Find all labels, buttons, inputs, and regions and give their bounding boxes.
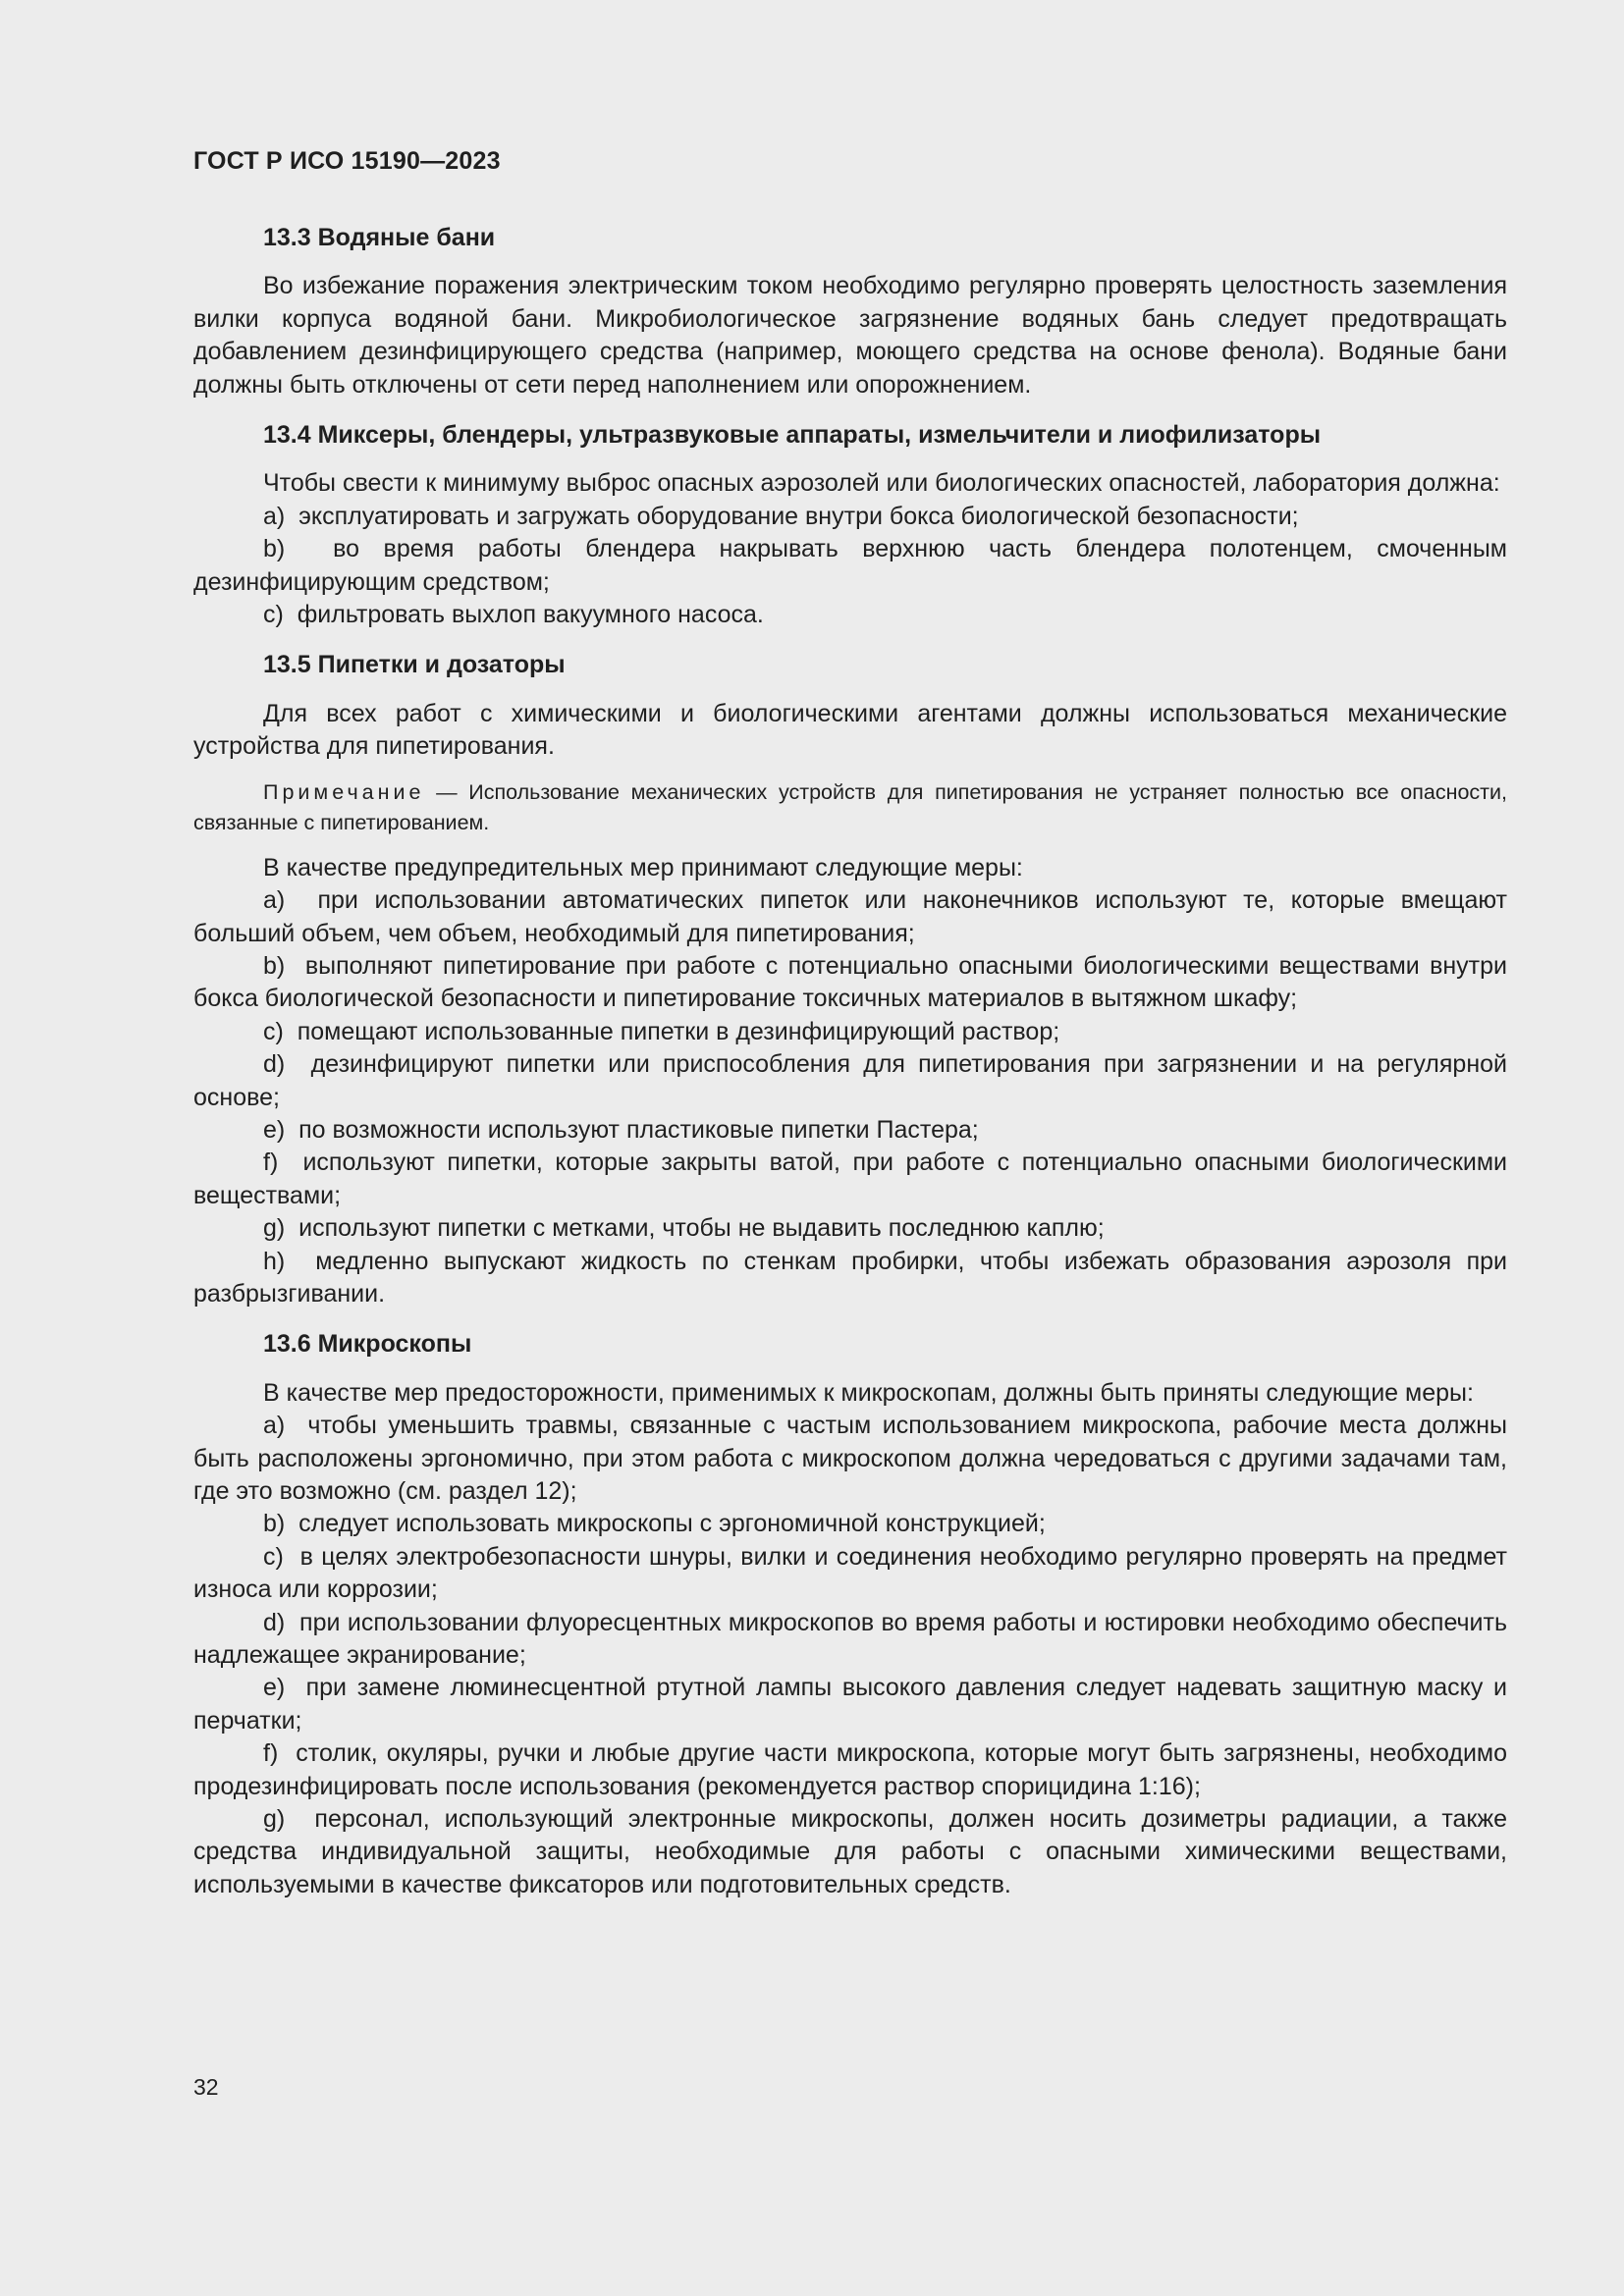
section-13-6-title: 13.6 Микроскопы [263, 1330, 472, 1359]
section-13-3-title: 13.3 Водяные бани [263, 224, 496, 251]
paragraph: В качестве предупредительных мер принимают следующие меры: [263, 853, 1023, 881]
paragraph: В качестве мер предосторожности, применимых к микроскопам, должны быть приняты следующие меры: [263, 1378, 1474, 1407]
document-body [193, 222, 1507, 1919]
note-text: — Использование механических устройств для пипетирования не устраняет полностью все опасности, связанные с пипетированием. [193, 779, 1507, 834]
list-item: d) при использовании флуоресцентных микроскопов во время работы и юстировки необходимо обеспечить надлежащее экранирование; [193, 1608, 1507, 1670]
document-header: ГОСТ Р ИСО 15190—2023 [193, 147, 501, 175]
list-item: g) персонал, использующий электронные микроскопы, должен носить дозиметры радиации, а также средства индивидуальной защиты, необходимые для работы с опасными химическими веществами, используемыми в качестве фиксаторов или подготовительных средств. [193, 1805, 1507, 1898]
list-item: a) чтобы уменьшить травмы, связанные с частым использованием микроскопа, рабочие места должны быть расположены эргономично, при этом работа с микроскопом должна чередоваться с другими задачами там, где это возможно (см. раздел 12); [193, 1412, 1507, 1505]
list-item: a) эксплуатировать и загружать оборудование внутри бокса биологической безопасности; [263, 502, 1299, 530]
paragraph: Чтобы свести к минимуму выброс опасных аэрозолей или биологических опасностей, лаборатория должна: [263, 469, 1500, 498]
section-13-4-title: 13.4 Миксеры, блендеры, ультразвуковые аппараты, измельчители и лиофилизаторы [263, 421, 1322, 450]
list-item: e) по возможности используют пластиковые пипетки Пастера; [263, 1115, 979, 1144]
list-item: b) выполняют пипетирование при работе с потенциально опасными биологическими веществами внутри бокса биологической безопасности и пипетирование токсичных материалов в вытяжном шкафу; [193, 951, 1507, 1013]
list-item: e) при замене люминесцентной ртутной лампы высокого давления следует надевать защитную маску и перчатки; [193, 1674, 1507, 1735]
list-item: b) следует использовать микроскопы с эргономичной конструкцией; [263, 1510, 1046, 1538]
section-13-5-intro-block [193, 698, 1507, 764]
section-13-3-body [193, 270, 1507, 401]
list-item: f) используют пипетки, которые закрыты ватой, при работе с потенциально опасными биологическими веществами; [193, 1148, 1507, 1209]
list-item: h) медленно выпускают жидкость по стенкам пробирки, чтобы избежать образования аэрозоля при разбрызгивании. [193, 1247, 1507, 1308]
paragraph: Для всех работ с химическими и биологическими агентами должны использоваться механические устройства для пипетирования. [193, 699, 1507, 761]
list-item: b) во время работы блендера накрывать верхнюю часть блендера полотенцем, смоченным дезинфицирующим средством; [193, 535, 1507, 596]
list-item: c) помещают использованные пипетки в дезинфицирующий раствор; [263, 1017, 1060, 1045]
list-item: d) дезинфицируют пипетки или приспособления для пипетирования при загрязнении и на регулярной основе; [193, 1050, 1507, 1111]
list-item: c) в целях электробезопасности шнуры, вилки и соединения необходимо регулярно проверять на предмет износа или коррозии; [193, 1542, 1507, 1604]
section-13-5-body [193, 852, 1507, 1311]
section-13-5-title: 13.5 Пипетки и дозаторы [263, 651, 566, 679]
note [193, 777, 1507, 838]
page-number: 32 [193, 2074, 219, 2100]
list-item: f) столик, окуляры, ручки и любые другие части микроскопа, которые могут быть загрязнены, необходимо продезинфицировать после использования (рекомендуется раствор спорицидина 1:16); [193, 1739, 1507, 1800]
note-label: Примечание [263, 779, 425, 804]
section-13-4-body [193, 467, 1507, 631]
list-item: g) используют пипетки с метками, чтобы не выдавить последнюю каплю; [263, 1214, 1105, 1243]
list-item: a) при использовании автоматических пипеток или наконечников используют те, которые вмещают больший объем, чем объем, необходимый для пипетирования; [193, 886, 1507, 947]
section-13-6-body [193, 1377, 1507, 1902]
paragraph: Во избежание поражения электрическим током необходимо регулярно проверять целостность заземления вилки корпуса водяной бани. Микробиологическое загрязнение водяных бань следует предотвращать добавлением дезинфицирующего средства (например, моющего средства на основе фенола). Водяные бани должны быть отключены от сети перед наполнением или опорожнением. [193, 272, 1507, 399]
list-item: c) фильтровать выхлоп вакуумного насоса. [263, 601, 764, 629]
